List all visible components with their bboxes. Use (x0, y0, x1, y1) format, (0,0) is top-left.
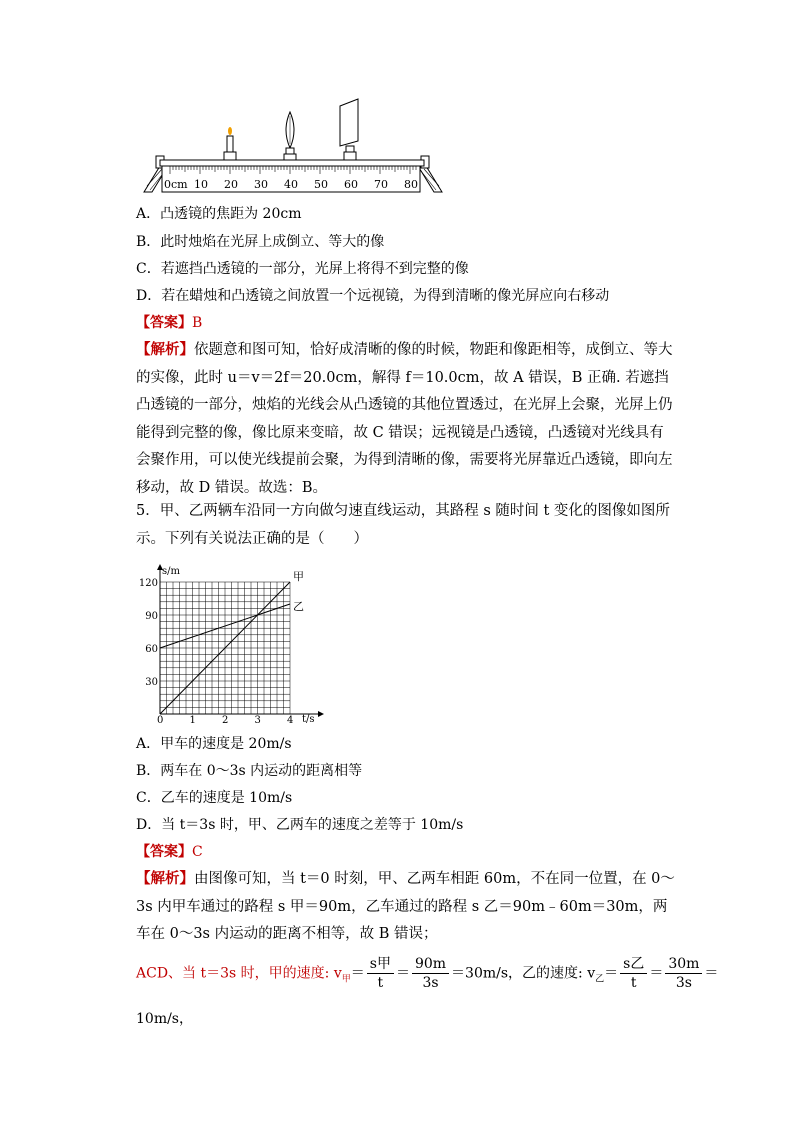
ruler-label: 0cm (164, 178, 188, 191)
calc-prefix: ACD、当 t＝3s 时，甲的速度: v (136, 965, 342, 982)
calc-tail: ＝ (704, 965, 719, 982)
q4-answer (136, 314, 202, 332)
ruler-label: 80 (404, 178, 418, 191)
answer-value: C (192, 844, 203, 860)
distance-time-chart (138, 562, 328, 732)
x-tick-label: 1 (189, 715, 196, 726)
y-tick-label: 60 (145, 644, 158, 655)
y-tick-label: 120 (138, 578, 158, 589)
analysis-label: 【解析】 (136, 341, 194, 358)
q4-analysis (136, 336, 676, 502)
x-axis-label: t/s (302, 714, 315, 725)
ruler-label: 60 (344, 178, 358, 191)
screen-icon (340, 99, 358, 160)
q5-option-c: C．乙车的速度是 10m/s (136, 790, 293, 806)
q5-answer (136, 843, 203, 861)
x-tick-label: 0 (157, 715, 164, 726)
q5-calc-line2: 10m/s， (136, 1011, 193, 1027)
analysis-text: 依题意和图可知，恰好成清晰的像的时候，物距和像距相等，成倒立、等大的实像，此时 u＝v＝2f＝20.0cm，解得 f＝10.0cm，故 A 错误，B 正确. 若遮挡凸透镜的一部分，烛焰的光线会从凸透镜的其他位置透过，在光屏上会聚，光屏上仍能得到完整的像，像比原来变暗，故 C 错误；远视镜是凸透镜，凸透镜对光线具有会聚作用，可以使光线提前会聚，为得到清晰的像，需要将光屏靠近凸透镜，即向左移动，故 D 错误。故选：B。 (136, 342, 673, 496)
calc-result1: ＝30m/s，乙的速度: v (451, 965, 596, 982)
y-tick-label: 90 (145, 611, 158, 622)
ruler-label: 20 (224, 178, 238, 191)
ruler-label: 10 (194, 178, 208, 191)
x-tick-label: 3 (254, 715, 261, 726)
q5-calc: ACD、当 t＝3s 时，甲的速度: $v_甲=$ $\frac{\text{s甲}}{t}$ ＝ $\frac{90m}{3s}$ ＝30m/s，乙的速度: $v_乙=$ $\frac{\text{s乙}}{t}$ ＝ $\frac{30m}{3s}$ ＝ (136, 956, 719, 991)
q5-option-b: B．两车在 0～3s 内运动的距离相等 (136, 763, 363, 779)
ruler-label: 70 (374, 178, 388, 191)
ruler-label: 50 (314, 178, 328, 191)
optical-bench-figure (138, 96, 448, 198)
q4-option-a: A．凸透镜的焦距为 20cm (136, 206, 302, 222)
fraction: $\frac{\text{s甲}}{t}$ (367, 955, 394, 992)
analysis-label: 【解析】 (136, 870, 194, 887)
x-tick-label: 2 (222, 715, 229, 726)
q4-option-c: C．若遮挡凸透镜的一部分，光屏上将得不到完整的像 (136, 261, 469, 277)
fraction: $\frac{90m}{3s}$ (412, 955, 449, 992)
q5-analysis (136, 865, 676, 949)
lens-icon (284, 112, 296, 160)
calc-sub-jia: 甲 (341, 974, 351, 985)
answer-label: 【答案】 (136, 315, 192, 331)
q5-option-d: D．当 t＝3s 时，甲、乙两车的速度之差等于 10m/s (136, 817, 464, 833)
ruler-labels (164, 178, 418, 191)
ruler-label: 40 (284, 178, 298, 191)
series-label: 乙 (293, 600, 304, 613)
q5-stem: 5．甲、乙两辆车沿同一方向做匀速直线运动，其路程 s 随时间 t 变化的图像如图所示。下列有关说法正确的是（ ） (136, 503, 670, 547)
analysis-text: 由图像可知，当 t＝0 时刻，甲、乙两车相距 60m，不在同一位置，在 0～3s 内甲车通过的路程 s 甲＝90m，乙车通过的路程 s 乙＝90m﹣60m＝30m，两车在 0～3s 内运动的距离不相等，故 B 错误； (136, 871, 675, 942)
fraction: $\frac{\text{s乙}}{t}$ (620, 955, 647, 992)
x-axis-arrow (318, 711, 324, 717)
answer-label: 【答案】 (136, 844, 192, 860)
candle-icon (224, 127, 236, 160)
q4-option-d: D．若在蜡烛和凸透镜之间放置一个远视镜，为得到清晰的像光屏应向右移动 (136, 288, 610, 304)
ruler-label: 30 (254, 178, 268, 191)
series-label: 甲 (293, 570, 304, 583)
y-tick-label: 30 (145, 677, 158, 688)
fraction: $\frac{30m}{3s}$ (665, 955, 702, 992)
answer-value: B (192, 315, 203, 331)
y-axis-label: s/m (162, 566, 180, 577)
q4-option-b: B．此时烛焰在光屏上成倒立、等大的像 (136, 234, 385, 250)
calc-eq: ＝ (350, 965, 365, 982)
q5-option-a: A．甲车的速度是 20m/s (136, 736, 292, 752)
x-tick-label: 4 (287, 715, 294, 726)
